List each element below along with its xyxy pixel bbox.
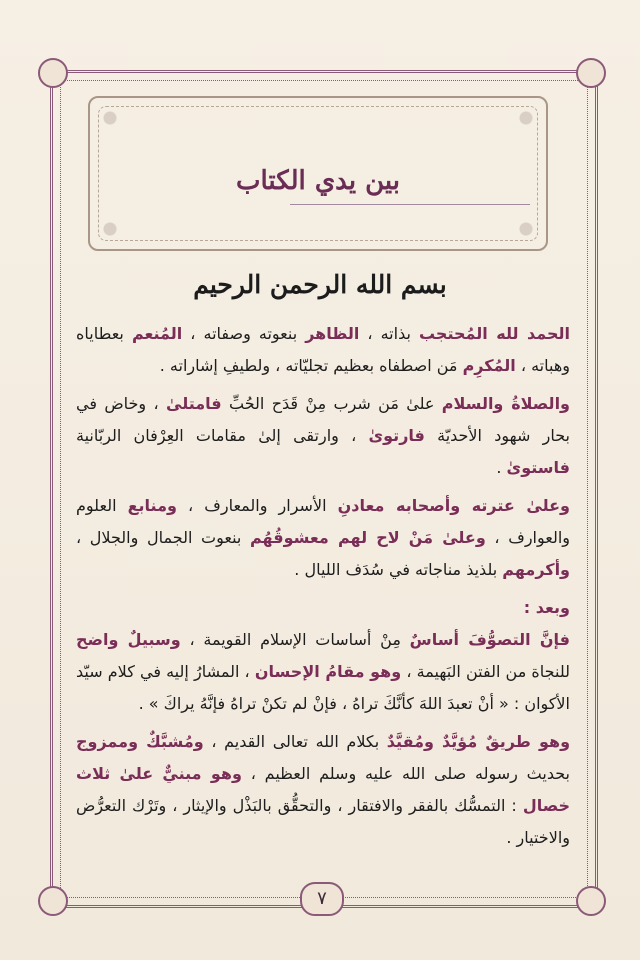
text-run: بذاته ، bbox=[359, 324, 419, 343]
highlighted-phrase: وهو مقامُ الإحسان bbox=[254, 662, 402, 681]
highlighted-phrase: فإنَّ التصوُّفَ أساسٌ bbox=[409, 630, 571, 649]
text-run: بنعوته وصفاته ، bbox=[182, 324, 306, 343]
text-run: مِنْ أساسات الإسلام القويمة ، bbox=[180, 630, 410, 649]
paragraph bbox=[76, 726, 570, 854]
highlighted-phrase: والصلاةُ والسلام bbox=[441, 394, 570, 413]
text-run: بعطاياه وهباته ، bbox=[76, 324, 570, 375]
text-run: مَن اصطفاه بعظيم تجليّاته ، ولطيفِ إشاراته . bbox=[159, 356, 463, 375]
paragraph bbox=[76, 490, 570, 586]
text-run: بكلام الله تعالى القديم ، bbox=[203, 732, 387, 751]
highlighted-phrase: فامتلىٰ bbox=[166, 394, 222, 413]
corner-ornament-icon bbox=[576, 886, 606, 916]
text-run: بنعوت الجمال والجلال ، bbox=[76, 528, 250, 547]
highlighted-phrase: فارتوىٰ bbox=[368, 426, 425, 445]
corner-ornament-icon bbox=[38, 886, 68, 916]
body-text bbox=[76, 318, 570, 860]
basmala: بسم الله الرحمن الرحيم bbox=[193, 270, 447, 299]
highlighted-phrase: وسبيلٌ واضح bbox=[76, 630, 181, 649]
highlighted-phrase: وعلىٰ مَنْ لاح لهم معشوقُهُم bbox=[250, 528, 486, 547]
highlighted-phrase: فاستوىٰ bbox=[506, 458, 570, 477]
text-run: ، المشارُ إليه في كلام سيّد الأكوان : « أنْ تعبدَ اللهَ كأنَّكَ تراهُ ، فإنْ لم تكنْ تراهُ فإنَّهُ يراكَ » . bbox=[76, 662, 570, 713]
page-number: ٧ bbox=[300, 882, 344, 916]
corner-ornament-icon bbox=[38, 58, 68, 88]
section-heading: وبعد : bbox=[523, 598, 570, 617]
title-divider bbox=[290, 204, 530, 205]
highlighted-phrase: وهو طريقٌ مُؤيَّدٌ ومُقيَّدٌ bbox=[386, 732, 571, 751]
text-run: العلوم والعوارف ، bbox=[76, 496, 571, 547]
highlighted-phrase: المُحتجب bbox=[418, 324, 488, 343]
corner-ornament-icon bbox=[576, 58, 606, 88]
text-run: ، وارتقى إلىٰ مقامات العِرْفان الربّانية bbox=[76, 426, 369, 445]
highlighted-phrase: المُكرِم bbox=[462, 356, 516, 375]
text-run: بلذيذ مناجاته في سُدَف الليال . bbox=[294, 560, 503, 579]
highlighted-phrase: الظاهر bbox=[305, 324, 360, 343]
text-run: ، وخاض في بحار شهود الأحديّة bbox=[76, 394, 571, 445]
text-run: . bbox=[496, 458, 507, 477]
title-ornament-box bbox=[88, 96, 548, 251]
highlighted-phrase: وعلىٰ عترته وأصحابه معادنِ bbox=[337, 496, 570, 515]
paragraph bbox=[76, 388, 570, 484]
highlighted-phrase: الحمد لله bbox=[487, 324, 571, 343]
highlighted-phrase: ومُشبَّكٌ وممزوج bbox=[76, 732, 204, 751]
highlighted-phrase: وهو مبنيٌّ علىٰ ثلاث خصال bbox=[76, 764, 570, 815]
paragraph bbox=[76, 624, 570, 720]
text-run: بحديث رسوله صلى الله عليه وسلم العظيم ، bbox=[241, 764, 570, 783]
highlighted-phrase: ومنابع bbox=[127, 496, 177, 515]
text-run: : التمسُّك بالفقر والافتقار ، والتحقُّق بالبَذْل والإيثار ، وتَرْك التعرُّض والاختيار . bbox=[76, 796, 570, 847]
highlighted-phrase: وأكرمهم bbox=[502, 560, 570, 579]
text-run: علىٰ مَن شرب مِنْ قَدَح الحُبِّ bbox=[221, 394, 442, 413]
highlighted-phrase: المُنعم bbox=[131, 324, 183, 343]
page-title: بين يدي الكتاب bbox=[236, 166, 400, 196]
text-run: الأسرار والمعارف ، bbox=[176, 496, 338, 515]
paragraph bbox=[76, 318, 570, 382]
text-run: للنجاة من الفتن البَهيمة ، bbox=[401, 662, 571, 681]
